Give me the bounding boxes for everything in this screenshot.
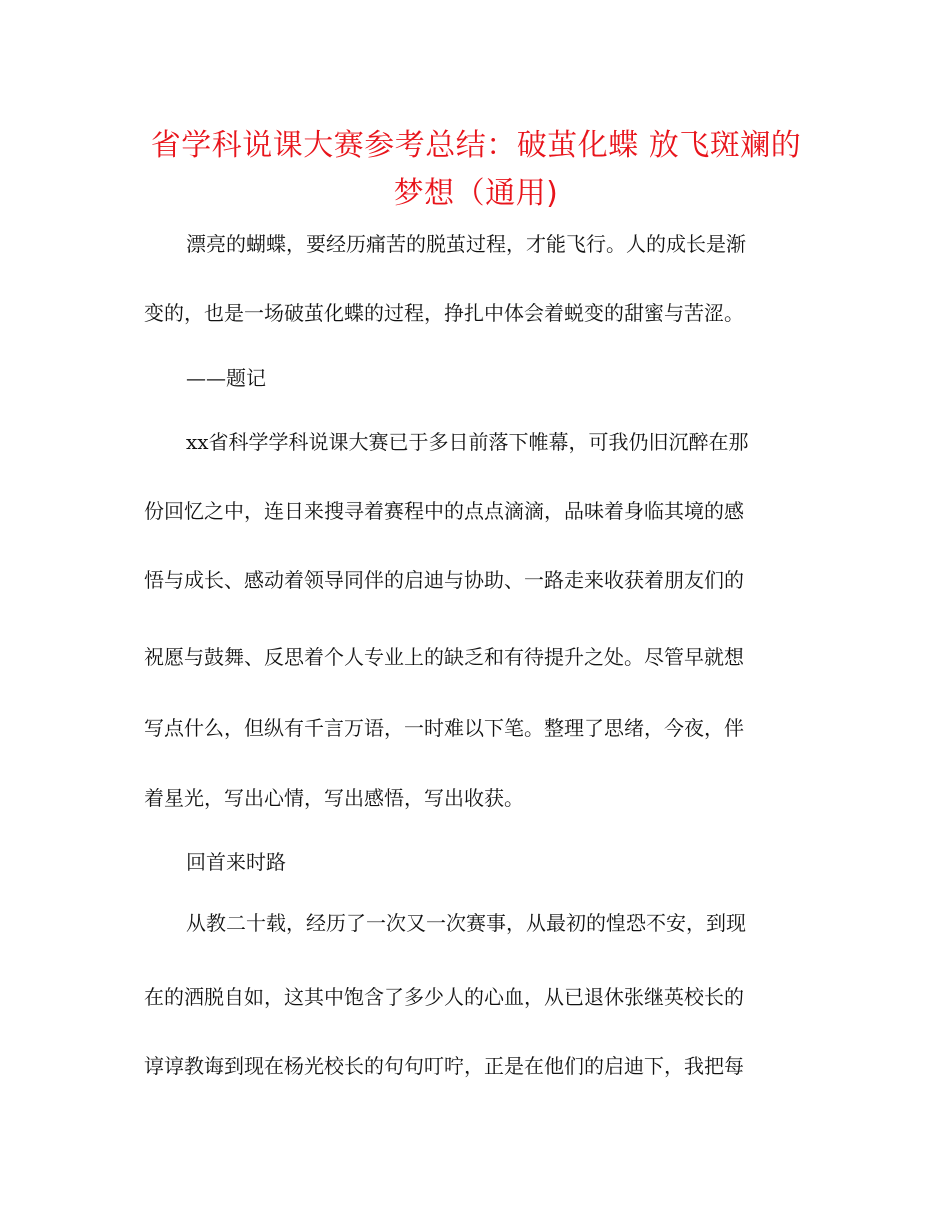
paragraph-line: 份回忆之中，连日来搜寻着赛程中的点点滴滴，品味着身临其境的感	[144, 499, 744, 523]
paragraph-line: 谆谆教诲到现在杨光校长的句句叮咛，正是在他们的启迪下，我把每	[144, 1054, 744, 1078]
paragraph-line: 变的，也是一场破茧化蝶的过程，挣扎中体会着蜕变的甜蜜与苦涩。	[144, 301, 744, 325]
epigraph-attribution: ——题记	[186, 366, 266, 390]
paragraph-line: 祝愿与鼓舞、反思着个人专业上的缺乏和有待提升之处。尽管早就想	[144, 645, 744, 669]
paragraph-line: 着星光，写出心情，写出感悟，写出收获。	[144, 786, 524, 810]
paragraph-line: 在的洒脱自如，这其中饱含了多少人的心血，从已退休张继英校长的	[144, 985, 744, 1009]
paragraph-line: 悟与成长、感动着领导同伴的启迪与协助、一路走来收获着朋友们的	[144, 568, 744, 592]
paragraph-line: 从教二十载，经历了一次又一次赛事，从最初的惶恐不安，到现	[186, 911, 746, 935]
paragraph-line: 写点什么，但纵有千言万语，一时难以下笔。整理了思绪，今夜，伴	[144, 716, 744, 740]
section-heading: 回首来时路	[186, 850, 286, 874]
document-title: 省学科说课大赛参考总结：破茧化蝶 放飞斑斓的梦想（通用)	[150, 128, 802, 211]
paragraph-line: xx省科学学科说课大赛已于多日前落下帷幕，可我仍旧沉醉在那	[186, 430, 749, 454]
paragraph-line: 漂亮的蝴蝶，要经历痛苦的脱茧过程，才能飞行。人的成长是渐	[186, 232, 746, 256]
